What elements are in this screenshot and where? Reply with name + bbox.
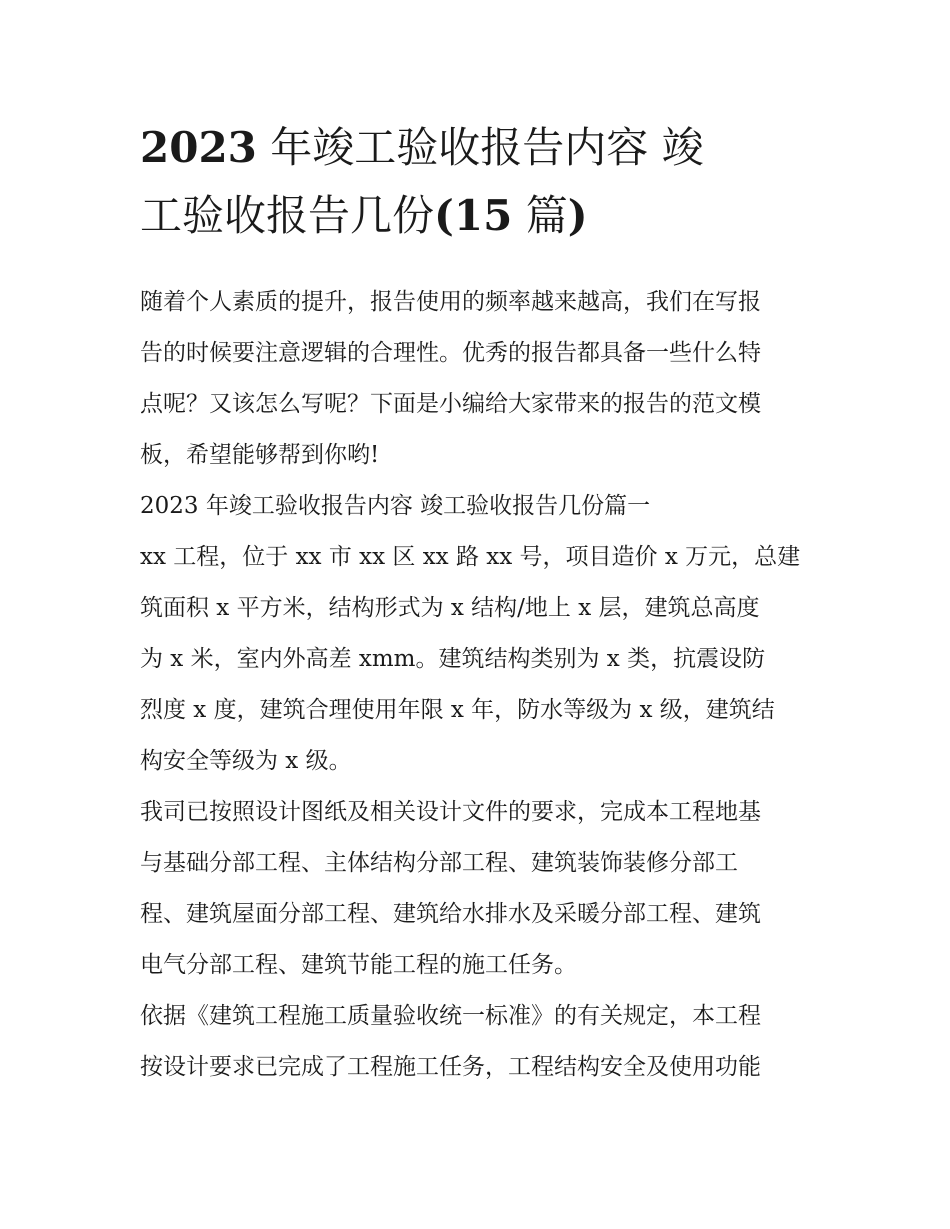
section-heading [140,481,820,532]
title-close-paren: ) [567,191,588,240]
text-line: 2023 年竣工验收报告内容 竣工验收报告几份篇一 [140,493,651,519]
text-line: 板，希望能够帮到你哟! [140,442,380,468]
text-line: 与基础分部工程、主体结构分部工程、建筑装饰装修分部工 [140,850,738,876]
text-line: 电气分部工程、建筑节能工程的施工任务。 [140,952,577,978]
title-year: 2023 [140,123,257,172]
text-line: 程、建筑屋面分部工程、建筑给水排水及采暖分部工程、建筑 [140,901,761,927]
title-pian: 篇 [512,191,568,240]
document-title [140,114,820,250]
text-line: 为 x 米，室内外高差 xmm。建筑结构类别为 x 类，抗震设防 [140,646,766,672]
title-line-2 [140,182,820,250]
project-overview-paragraph [140,532,820,787]
title-line-1-text: 年竣工验收报告内容 竣 [256,123,704,172]
completion-paragraph [140,787,820,991]
text-line: xx 工程，位于 xx 市 xx 区 xx 路 xx 号，项目造价 x 万元，总建 [140,544,801,570]
text-line: 烈度 x 度，建筑合理使用年限 x 年，防水等级为 x 级，建筑结 [140,697,775,723]
text-line: 构安全等级为 x 级。 [140,748,352,774]
title-line-2-text: 工验收报告几份 [140,191,435,240]
title-line-1 [140,114,820,182]
title-count: (15 [434,191,513,240]
text-line: 点呢？又该怎么写呢？下面是小编给大家带来的报告的范文模 [140,391,761,417]
text-line: 我司已按照设计图纸及相关设计文件的要求，完成本工程地基 [140,799,761,825]
text-line: 筑面积 x 平方米，结构形式为 x 结构/地上 x 层，建筑总高度 [140,595,760,621]
standard-paragraph [140,991,820,1093]
document-body [140,277,820,1093]
text-line: 告的时候要注意逻辑的合理性。优秀的报告都具备一些什么特 [140,340,761,366]
intro-paragraph [140,277,820,481]
text-line: 依据《建筑工程施工质量验收统一标准》的有关规定，本工程 [140,1003,761,1029]
text-line: 随着个人素质的提升，报告使用的频率越来越高，我们在写报 [140,289,761,315]
text-line: 按设计要求已完成了工程施工任务，工程结构安全及使用功能 [140,1054,761,1080]
